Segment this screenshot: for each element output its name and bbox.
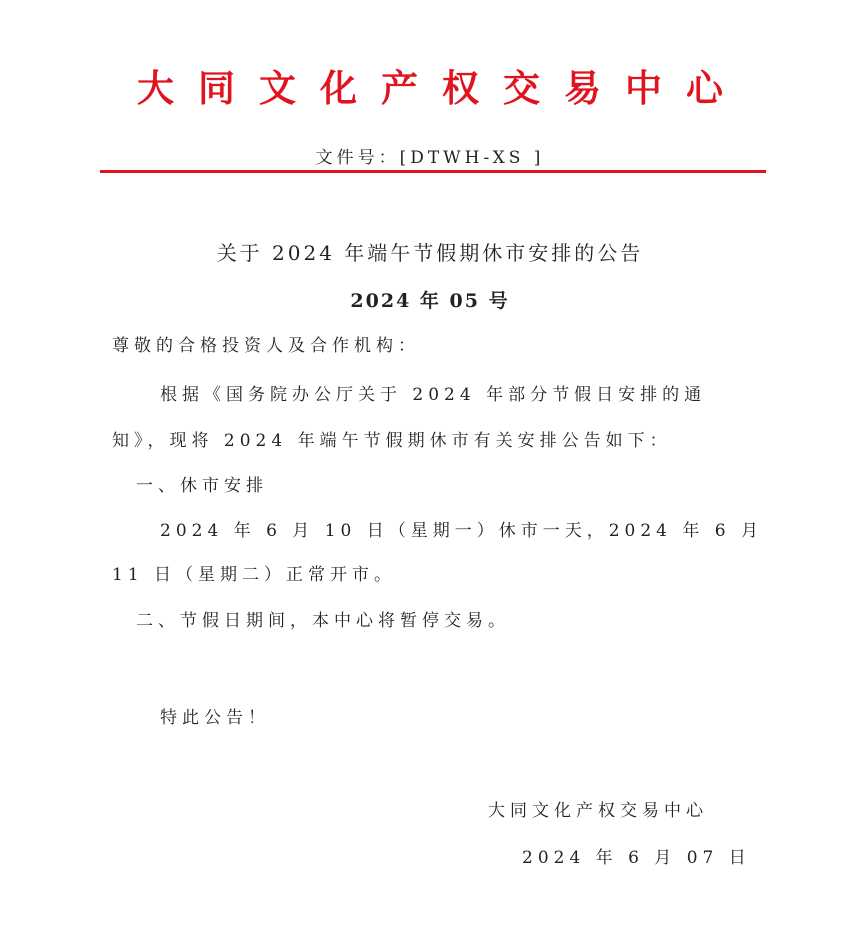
section-1-line-1: 2024 年 6 月 10 日（星期一）休市一天，2024 年 6 月 [160,521,764,541]
section-2: 二、节假日期间，本中心将暂停交易。 [136,611,510,631]
signature-organization: 大同文化产权交易中心 [488,801,708,821]
document-number: 文件号：[DTWH-XS ] [315,148,545,168]
intro-line-2: 知》，现将 2024 年端午节假期休市有关安排公告如下： [112,431,672,451]
closing-statement: 特此公告！ [160,708,270,728]
section-1-line-2: 11 日（星期二）正常开市。 [112,565,397,585]
notice-title: 关于 2024 年端午节假期休市安排的公告 [216,241,644,265]
salutation: 尊敬的合格投资人及合作机构： [112,336,420,356]
notice-number: 2024 年 05 号 [350,290,510,312]
signature-date: 2024 年 6 月 07 日 [522,848,751,868]
section-1-heading: 一、休市安排 [136,476,268,496]
organization-header: 大同文化产权交易中心 [137,66,747,110]
header-divider [100,170,766,173]
intro-line-1: 根据《国务院办公厅关于 2024 年部分节假日安排的通 [160,385,707,405]
